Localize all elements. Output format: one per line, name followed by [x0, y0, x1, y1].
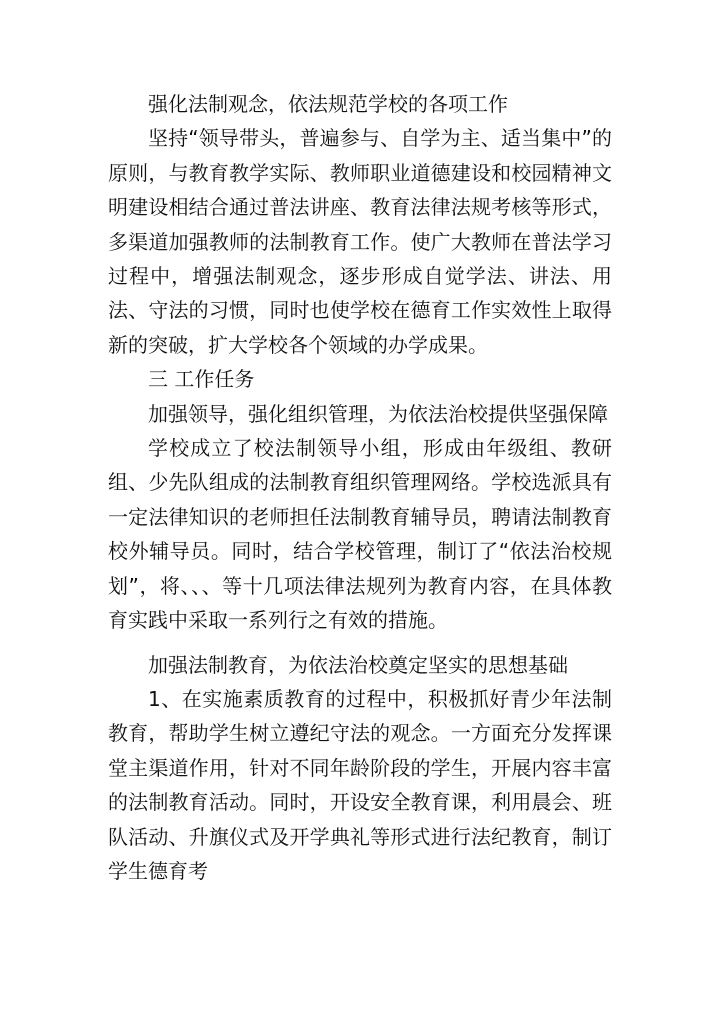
paragraph-principles: 坚持“领导带头，普遍参与、自学为主、适当集中”的原则，与教育教学实际、教师职业道德建设和校园精神文明建设相结合通过普法讲座、教育法律法规考核等形式，多渠道加强教师的法制教育工作。使广大教师在普法学习过程中，增强法制观念，逐步形成自觉学法、讲法、用法、守法的习惯，同时也使学校在德育工作实效性上取得新的突破，扩大学校各个领域的办学成果。	[108, 126, 612, 357]
section-heading-work-tasks: 三 工作任务	[148, 367, 255, 392]
paragraph-leadership-group: 学校成立了校法制领导小组，形成由年级组、教研组、少先队组成的法制教育组织管理网络。学校选派具有一定法律知识的老师担任法制教育辅导员，聘请法制教育校外辅导员。同时，结合学校管理，制订了“依法治校规划”，将、、、等十几项法律法规列为教育内容，在具体教育实践中采取一系列行之有效的措施。	[108, 436, 612, 633]
section-heading-legal-awareness: 强化法制观念，依法规范学校的各项工作	[148, 92, 508, 116]
document-page	[108, 87, 612, 888]
paragraph-quality-education: 1、在实施素质教育的过程中，积极抓好青少年法制教育，帮助学生树立遵纪守法的观念。一方面充分发挥课堂主渠道作用，针对不同年龄阶段的学生，开展内容丰富的法制教育活动。同时，开设安全教育课，利用晨会、班队活动、升旗仪式及开学典礼等形式进行法纪教育，制订学生德育考	[108, 686, 612, 883]
section-heading-legal-education: 加强法制教育，为依法治校奠定坚实的思想基础	[148, 652, 568, 677]
section-heading-leadership: 加强领导，强化组织管理，为依法治校提供坚强保障	[148, 401, 608, 426]
